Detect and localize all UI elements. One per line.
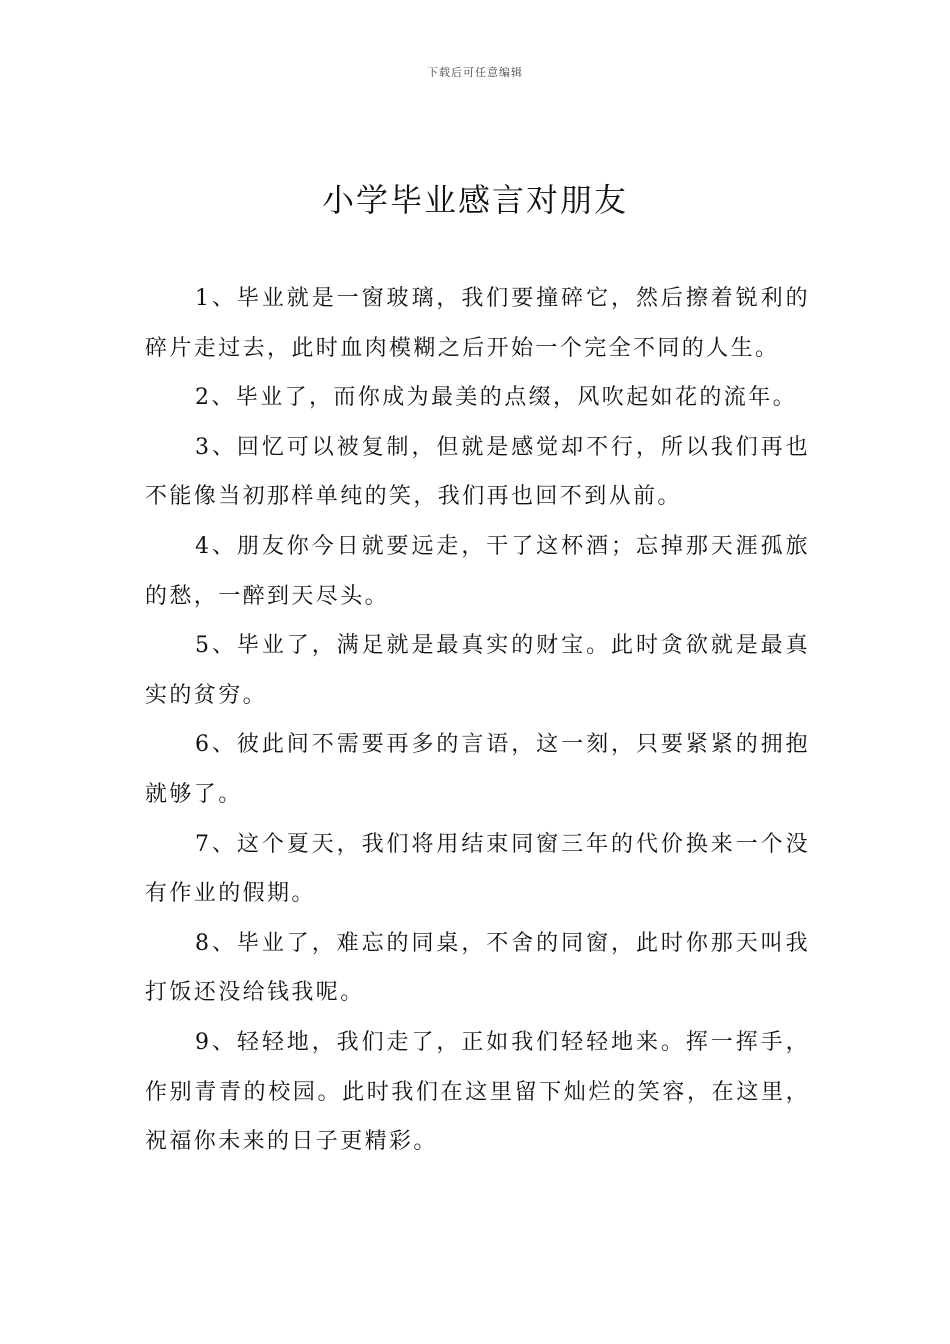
paragraph-3: 3、回忆可以被复制，但就是感觉却不行，所以我们再也不能像当初那样单纯的笑，我们再也回不到从前。 (145, 434, 810, 510)
paragraph-8: 8、毕业了，难忘的同桌，不舍的同窗，此时你那天叫我打饭还没给钱我呢。 (145, 930, 810, 1006)
header-note: 下载后可任意编辑 (427, 66, 523, 79)
paragraph-1: 1、毕业就是一窗玻璃，我们要撞碎它，然后擦着锐利的碎片走过去，此时血肉模糊之后开始一个完全不同的人生。 (145, 286, 810, 361)
document-title: 小学毕业感言对朋友 (321, 181, 628, 219)
document-body (145, 274, 810, 1167)
paragraph-5: 5、毕业了，满足就是最真实的财宝。此时贪欲就是最真实的贫穷。 (145, 633, 810, 708)
paragraph-9: 9、轻轻地，我们走了，正如我们轻轻地来。挥一挥手，作别青青的校园。此时我们在这里留下灿烂的笑容，在这里，祝福你未来的日子更精彩。 (145, 1029, 810, 1155)
paragraph-6: 6、彼此间不需要再多的言语，这一刻，只要紧紧的拥抱就够了。 (145, 732, 810, 807)
paragraph-7: 7、这个夏天，我们将用结束同窗三年的代价换来一个没有作业的假期。 (145, 831, 810, 907)
paragraph-2: 2、毕业了，而你成为最美的点缀，风吹起如花的流年。 (195, 385, 797, 411)
paragraph-4: 4、朋友你今日就要远走，干了这杯酒；忘掉那天涯孤旅的愁，一醉到天尽头。 (145, 533, 810, 609)
